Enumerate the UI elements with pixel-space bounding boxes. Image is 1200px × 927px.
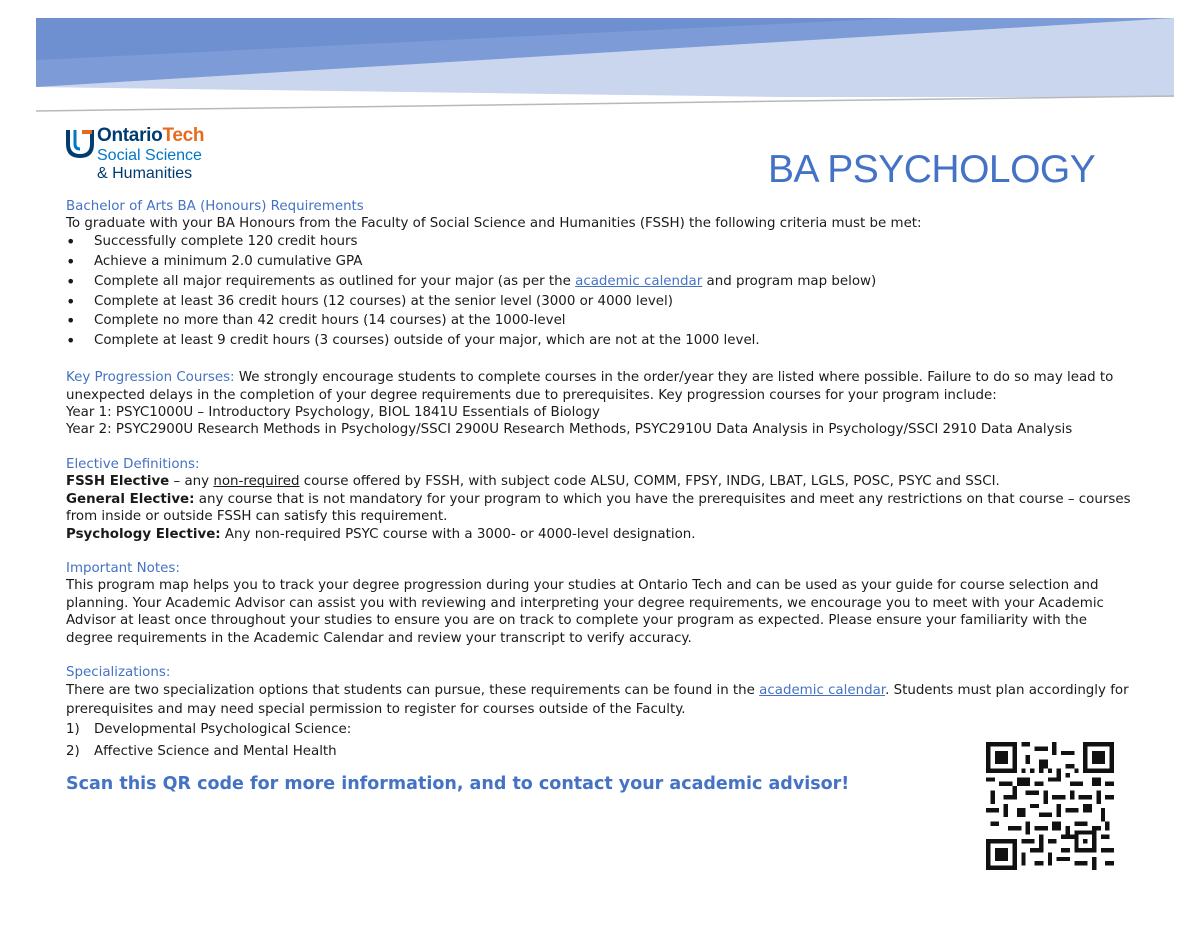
specializations-heading: Specializations: <box>66 664 171 680</box>
specializations-text: There are two specialization options that students can pursue, these requirements can be found in the academic calendar. Students must plan accordingly for prerequisites and may need special permission to register for courses outside of the Faculty. <box>66 683 1129 718</box>
list-item: 2) Affective Science and Mental Health <box>66 743 337 759</box>
general-elective-definition: General Elective: any course that is not mandatory for your program to which you have the prerequisites and meet any restrictions on that course – courses from inside or outside FSSH can satisfy this requirement. <box>66 491 1131 525</box>
requirements-heading: Bachelor of Arts BA (Honours) Requirements <box>66 199 364 214</box>
logo-faculty-line1: Social Science <box>97 147 202 164</box>
electives-heading: Elective Definitions: <box>66 456 200 472</box>
specializations-list <box>66 721 1136 760</box>
notes-heading: Important Notes: <box>66 560 180 576</box>
fssh-elective-definition: FSSH Elective – any non-required course offered by FSSH, with subject code ALSU, COMM, FPSY, INDG, LBAT, LGLS, POSC, PSYC and SSCI. <box>66 474 1000 490</box>
list-item: • Complete no more than 42 credit hours (14 courses) at the 1000-level <box>66 312 1136 329</box>
psychology-elective-definition: Psychology Elective: Any non-required PSYC course with a 3000- or 4000-level designation. <box>66 526 696 542</box>
list-item: • Complete at least 9 credit hours (3 courses) outside of your major, which are not at the 1000 level. <box>66 332 1136 349</box>
document-body <box>66 198 1136 794</box>
logo-wordmark: OntarioTech <box>97 125 205 146</box>
academic-calendar-link[interactable]: academic calendar <box>575 273 703 289</box>
notes-text: This program map helps you to track your degree progression during your studies at Ontario Tech and can be used as your guide for course selection and planning. Your Academic Advisor can assist you with reviewing and interpreting your degree requirements, we encourage you to meet with your Academic Advisor at least once throughout your studies to ensure you are on track to complete your program as expected. Please ensure your familiarity with the degree requirements in the Academic Calendar and review your transcript to verify accuracy. <box>66 578 1104 646</box>
progression-paragraph: Key Progression Courses: We strongly encourage students to complete courses in the order/year they are listed where possible. Failure to do so may lead to unexpected delays in the completion of your degree requirements due to prerequisites. Key progression courses for your program include: <box>66 370 1114 403</box>
list-item: 1) Developmental Psychological Science: <box>66 722 352 738</box>
list-item: • Complete at least 36 credit hours (12 courses) at the senior level (3000 or 4000 level) <box>66 293 1136 310</box>
qr-code-icon[interactable] <box>985 742 1115 870</box>
requirements-intro: To graduate with your BA Honours from the Faculty of Social Science and Humanities (FSSH) the following criteria must be met: <box>66 216 922 232</box>
requirements-list <box>66 233 1136 350</box>
list-item: • Successfully complete 120 credit hours <box>66 233 1136 250</box>
academic-calendar-link[interactable]: academic calendar <box>759 683 886 699</box>
list-item: • Complete all major requirements as outlined for your major (as per the academic calendar and program map below) <box>66 273 1136 290</box>
progression-heading: Key Progression Courses: <box>66 370 235 386</box>
progression-year2: Year 2: PSYC2900U Research Methods in Psychology/SSCI 2900U Research Methods, PSYC2910U Data Analysis in Psychology/SSCI 2910 Data Analysis <box>66 422 1073 438</box>
scan-qr-callout: Scan this QR code for more information, and to contact your academic advisor! <box>66 774 850 795</box>
list-item: • Achieve a minimum 2.0 cumulative GPA <box>66 253 1136 270</box>
progression-year1: Year 1: PSYC1000U – Introductory Psychology, BIOL 1841U Essentials of Biology <box>66 405 600 421</box>
logo-faculty-line2: & Humanities <box>97 165 193 182</box>
page-title: BA PSYCHOLOGY <box>768 148 1096 191</box>
header-banner <box>0 0 1200 130</box>
